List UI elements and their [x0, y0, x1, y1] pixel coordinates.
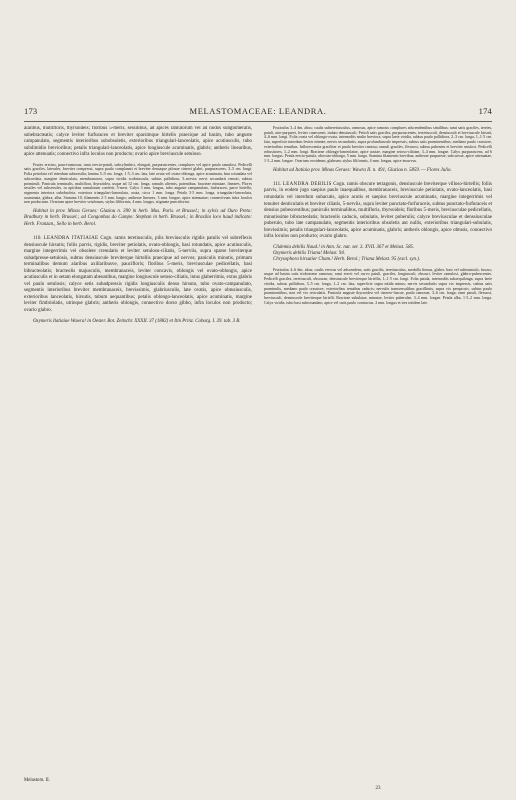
left-column — [24, 126, 252, 770]
species-number: 110. — [33, 235, 42, 241]
habitat-citation: Habitat ad Itatiaia prov. Minas Geraes: Wawra II. n. 491, Glaziou n. 5859. — Flores Julio. — [273, 167, 452, 173]
header-rule — [24, 121, 492, 122]
species-entry-110 — [24, 236, 252, 315]
sheet-number: 23 — [375, 786, 381, 791]
page-number-right: 174 — [478, 106, 492, 116]
synonym-citation: Oxymeris Itatiaiae Wawra! in Oester. Bot. Zeitschr. XXXII. 37 (1882) et Itin Prinz. Coburg. I. 39. tab. 3 B. — [33, 318, 241, 324]
signature-mark: Melastom. II. — [24, 778, 50, 783]
page-number-left: 173 — [24, 106, 38, 116]
habitat-citation: Habitat in prov. Minas Geraes: Glaziou n. 390 in herb. Mus. Paris. et Brussel.; in sylvis ad Ouro Preto: Bradbury in herb. Brussel.; ad Congonhas do Campo: Stephan in herb. Brussel.; in Brasilia loco haud indicato: Herb. Franzan., Sello in herb. Berol. — [24, 209, 252, 227]
species-entry-111 — [264, 182, 492, 241]
right-column — [264, 126, 492, 766]
species-name: LEANDRA ITATIAIAE — [43, 235, 99, 241]
detailed-description: Frutex erectus, pauci-ramosus; rami erecto-patuli, subcylindrici, elongati, purpurascentes, complures vel apice paulo ramulosi. Pedicelli satis graciles, laterales, breviter compressi, supra paulo complanati et breviter densaque pilosae cinerei glabri, purpurascens, 3–5 cm. longi. Folia petiolata vel interdum subsessilia; lamina 5–9 cm. longa, 1·5–3 cm. lata, late ovata vel ovato-oblonga, apice acuminata, basi rotundata vel subcordata, margine denticulata, membranacea, supra viridia scabriuscula, subtus pallidiora, 5–nervia; nervi secundarii remoti, subtus prominuli. Panicula terminalis, multiflora, thyrsoidea, usque ad 12 cm. longa, ramulis alternis, patentibus; bracteae minutae, lineares. Flores sessiles vel subsessiles, in apicibus ramulorum conferti, 5-meri. Calyx 3 mm. longus, tubo anguste campanulato, furfuraceo, parce hirtello; segmenta interiora subobsoleta, exteriora triangulari-lanceolata, acuta, circa 1 mm. longa. Petala 3·5 mm. longa, triangulari-lanceolata, acuminata, glabra, alba. Stamina 10, filamentis 2·5 mm. longis; antherae lineares, 3 mm. longae, apice attenuatae; connectivum infra loculos non productum. Ovarium apice breviter setulosum, stylus filiformis, 4 mm. longus, stigmate punctiformi. — [24, 161, 252, 205]
detailed-description: Fruticulus 3–4 dm. altus; caulis subteretiusculus, ramosus, apice ramosis complures adscendentibus similibus; rami satis graciles, teretes, patuli, atro-purpurei, leviter canescenti, induto densiusculi. Petioli satis graciles, purpurascentes, terretiusculi, densiusculi et breviuscule hirsuti, 4–6 mm. longi. Folia ovata vel oblongo-ovata, internodiis multo breviora, supra laete viridia, subtus paulo pallidiora, 2–3 cm. longa, 1–1·5 cm. lata, superficie interdum leviter nitente; nervis secundariis, supra profundiuscule impressis, subtus satis prominentibus, mediano paulo crassiore, exterioribus tenuibus. Inflorescentia graciliter et paulo breviter ramosa; ramuli graciles, flexuosi, subtus pubentes et breviter setulosi. Pedicelli robustiores, 1–2 mm. longi. Bracteae oblongo-lanceolatae, apice acutae, margine setoso-ciliatae, 3–4 mm. longae. Calyx purpurascens, ad 6 mm. longus. Petala erecto-patula, obovato-oblonga, 5 mm. longa. Stamina filamentis brevibus; antherae purpureae, subcurvae, apice attenuatae, 1·5–2 mm. longae. Ovarium ovoideum, glabrum; stylus filiformis, 4 mm. longus, apice incurvus. — [264, 126, 492, 163]
description-paragraph: alaribus, multifloris, thyrsoideis; floribus 5-meris, sessilibus, ad apices ramulorum vel ad nodos subglomeratis, subebracteatis; calyce leviter furfuraceo et breviter sparsimque hirtello praecique ad basim, tubo anguste campanulato, segmentis interioribus subobsoletis, exterioribus triangulari-lanceolatis, apice acutiusculis, tubo subdimidio brevioribus; petalis triangulari-lanceolatis, apice longiuscule acuminatis, glabris; antheris linearibus, apice attenuatis; connectivo infra loculos non producto; ovario apice breviuscule setuloso. — [24, 126, 252, 158]
species-number: 111. — [273, 181, 282, 187]
synonym-citation: Clidemia debilis Naud.! in Ann. Sc. nat. ser. 3. XVII. 367 et Melast. 585. — [273, 244, 415, 250]
detailed-description: Fruticulus 4–6 dm. altus; caulis erectus vel adscendens, satis gracilis, teretiusculus, medulla firmus, glaber, basi vel subtrunculo, fuscus; usque ad basim satis trichotome ramosus; rami erecti vel curvo patuli, graciles, longiusculi, obscuri, leviter ramulosi, glabro-pubescentes. Pedicelli graciles, teretiusculi, obscurae, densiuscule breviterque hirtellis, 1–1·5 cm. longi. Folia patula, internodiis subaequilonga, supra laete viridia, subtus pallidiora, 3–5 cm. longa, 1–2 cm. lata, superficie supra nitida minus; nervis secundariis supra vix impressis, subtus satis prominulis, mediano paulo crassiore, exterioribus tenuibus caducis; nervulis transversalibus gracillimis, supra vix perspicuis, subtus paulo prominentibus, non vel vix reticulatis. Panicula anguste thyrsoidea vel cinereo-fuscae, paulo ramosae, 3–6 cm. longa; rami patuli, flexuosi, breviusculi, densiuscule breviterque hirtelli. Bracteae subulatae, minutae, leviter puberulae, 3–4 mm. longae. Petala alba, 1·5–2 mm. longa. Calyx viridis, tubo basi subrotundato, apice vel satis paulo contractus. 2 mm. longus et tres totidem late. — [264, 266, 492, 305]
running-title: MELASTOMACEAE: LEANDRA. — [189, 106, 327, 116]
synonym-citation: Oxymeris debilis Triana! Melast. 94. — [273, 251, 345, 257]
species-diagnosis: Cogn. ramis obscure tetragonis, densiuscule breviterque villoso-hirtellis; foliis parvis, in eodem jugo saepius paulo inaequalibus, membranaceis, breviuscule petiolatis, ovato-lanceolatis, basi rotundatis vel interdum subacutis, apice acutis et saepius breviuscule acuminatis, margine integerrimis vel tenuiter denticulatis et breviter ciliatis, 5-nerviis, supra leviter punctato-furfuraceis, subtus punctato-furfuraceis et densius pubescentibus; paniculis terminalibus, multifloris, thyrsoideis; floribus 5-meris, breviusculae pedicellatis, minutissime bibracteolatis; bracteolis caducis, subulatis, leviter puberulis; calyce breviusculae et denssiusculae puberulo, tubo late campanulato, segmentis interioribus obsoletis aut nullis, exterioribus triangulari-subulatis, brevissimis; petalis triangulari-lanceolatis, apice acuminatis, glabris; antheris oblongis, apice obtusis, connectivo infra loculos non producto; ovario glabro. — [264, 181, 492, 240]
synonym-citation: Chrysophora hirsutior Cham.! Herb. Berol.; Triana Melast. 95 (excl. syn.). — [273, 257, 421, 263]
running-header — [24, 106, 492, 118]
species-name: LEANDRA DEBILIS — [282, 181, 332, 187]
species-diagnosis: Cogn. ramis teretiusculis, pilis breviusculis rigidis patulis vel subreflexis densiuscule hirsutis; foliis parvis, rigidis, breviter petiolatis, ovato-oblongis, basi rotundatis, apice acutiusculis, margine integerrimis vel obsolete crenulatis et leviter setuloso-ciliatis, 5-nerviis, supra sparse breviterque subadpresse-setulosis, subtus densiuscule breviterque hirtellis praecipue ad nervos; paniculis minutis, primum terminalibus demum alaribus axillaribusve, paucifloris; floribus 5-meris, breviusculae pedicellatis, basi bibracteolatis; bracteolis majusculis, membranaceis, leviter concavis, oblongis vel ovato-oblongis, apice acutiusculis et in setam elongatam abeuntibus, margine longiuscule setoso-ciliatis, intus glaberrimis, extus glabris vel paulo setulosis; calyce setis subadpressis rigidis longiusculis denso hirsuto, tubo ovato-campanulato, segmentis interioribus breviter membranaceis, brevissimis, glabriusculis, late ovatis, apice obtusiusculis, exterioribus lanceolatis, hirsutis, tubum aequantibus; petalis oblongo-lanceolatis, apice acuminatis, margine leviter fimbriolatis, utrinque glabris; antheris oblongis, connectivo dorso gibbo, infra loculos non producto; ovario glabro. — [24, 235, 252, 313]
